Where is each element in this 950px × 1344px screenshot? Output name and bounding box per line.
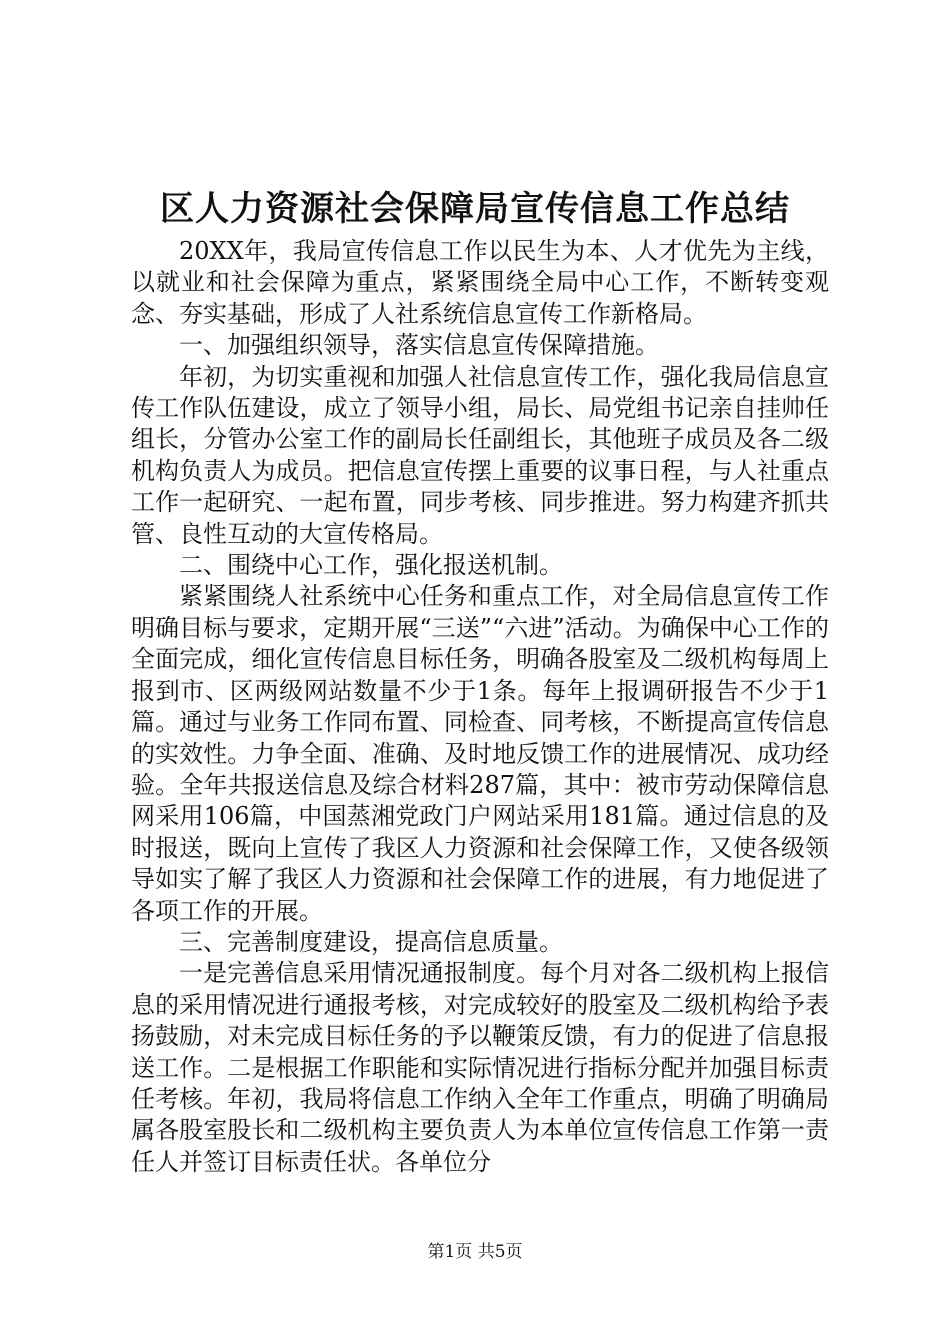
page-footer: 第1页 共5页 xyxy=(427,1242,523,1262)
paragraph-section-3: 一是完善信息采用情况通报制度。每个月对各二级机构上报信息的采用情况进行通报考核，对完成较好的股室及二级机构给予表扬鼓励，对未完成目标任务的予以鞭策反馈，有力的促进了信息报送工作。二是根据工作职能和实际情况进行指标分配并加强目标责任考核。年初，我局将信息工作纳入全年工作重点，明确了明确局属各股室股长和二级机构主要负责人为本单位宣传信息工作第一责任人并签订目标责任状。各单位分 xyxy=(131,959,829,1176)
paragraph-section-2: 紧紧围绕人社系统中心任务和重点工作，对全局信息宣传工作明确目标与要求，定期开展“三送”“六进”活动。为确保中心工作的全面完成，细化宣传信息目标任务，明确各股室及二级机构每周上报到市、区两级网站数量不少于1条。每年上报调研报告不少于1篇。通过与业务工作同布置、同检查、同考核，不断提高宣传信息的实效性。力争全面、准确、及时地反馈工作的进展情况、成功经验。全年共报送信息及综合材料287篇，其中：被市劳动保障信息网采用106篇，中国蒸湘党政门户网站采用181篇。通过信息的及时报送，既向上宣传了我区人力资源和社会保障工作，又使各级领导如实了解了我区人力资源和社会保障工作的进展，有力地促进了各项工作的开展。 xyxy=(131,582,829,925)
section-heading-1: 一、加强组织领导，落实信息宣传保障措施。 xyxy=(179,331,659,360)
paragraph-section-1: 年初，为切实重视和加强人社信息宣传工作，强化我局信息宣传工作队伍建设，成立了领导小组，局长、局党组书记亲自挂帅任组长，分管办公室工作的副局长任副组长，其他班子成员及各二级机构负责人为成员。把信息宣传摆上重要的议事日程，与人社重点工作一起研究、一起布置，同步考核、同步推进。努力构建齐抓共管、良性互动的大宣传格局。 xyxy=(131,362,829,548)
section-heading-3: 三、完善制度建设，提高信息质量。 xyxy=(179,927,563,956)
section-heading-2: 二、围绕中心工作，强化报送机制。 xyxy=(179,551,563,580)
document-body xyxy=(131,236,829,1178)
paragraph-intro: 20XX年，我局宣传信息工作以民生为本、人才优先为主线，以就业和社会保障为重点，紧紧围绕全局中心工作，不断转变观念、夯实基础，形成了人社系统信息宣传工作新格局。 xyxy=(131,237,829,328)
document-title: 区人力资源社会保障局宣传信息工作总结 xyxy=(160,189,790,229)
